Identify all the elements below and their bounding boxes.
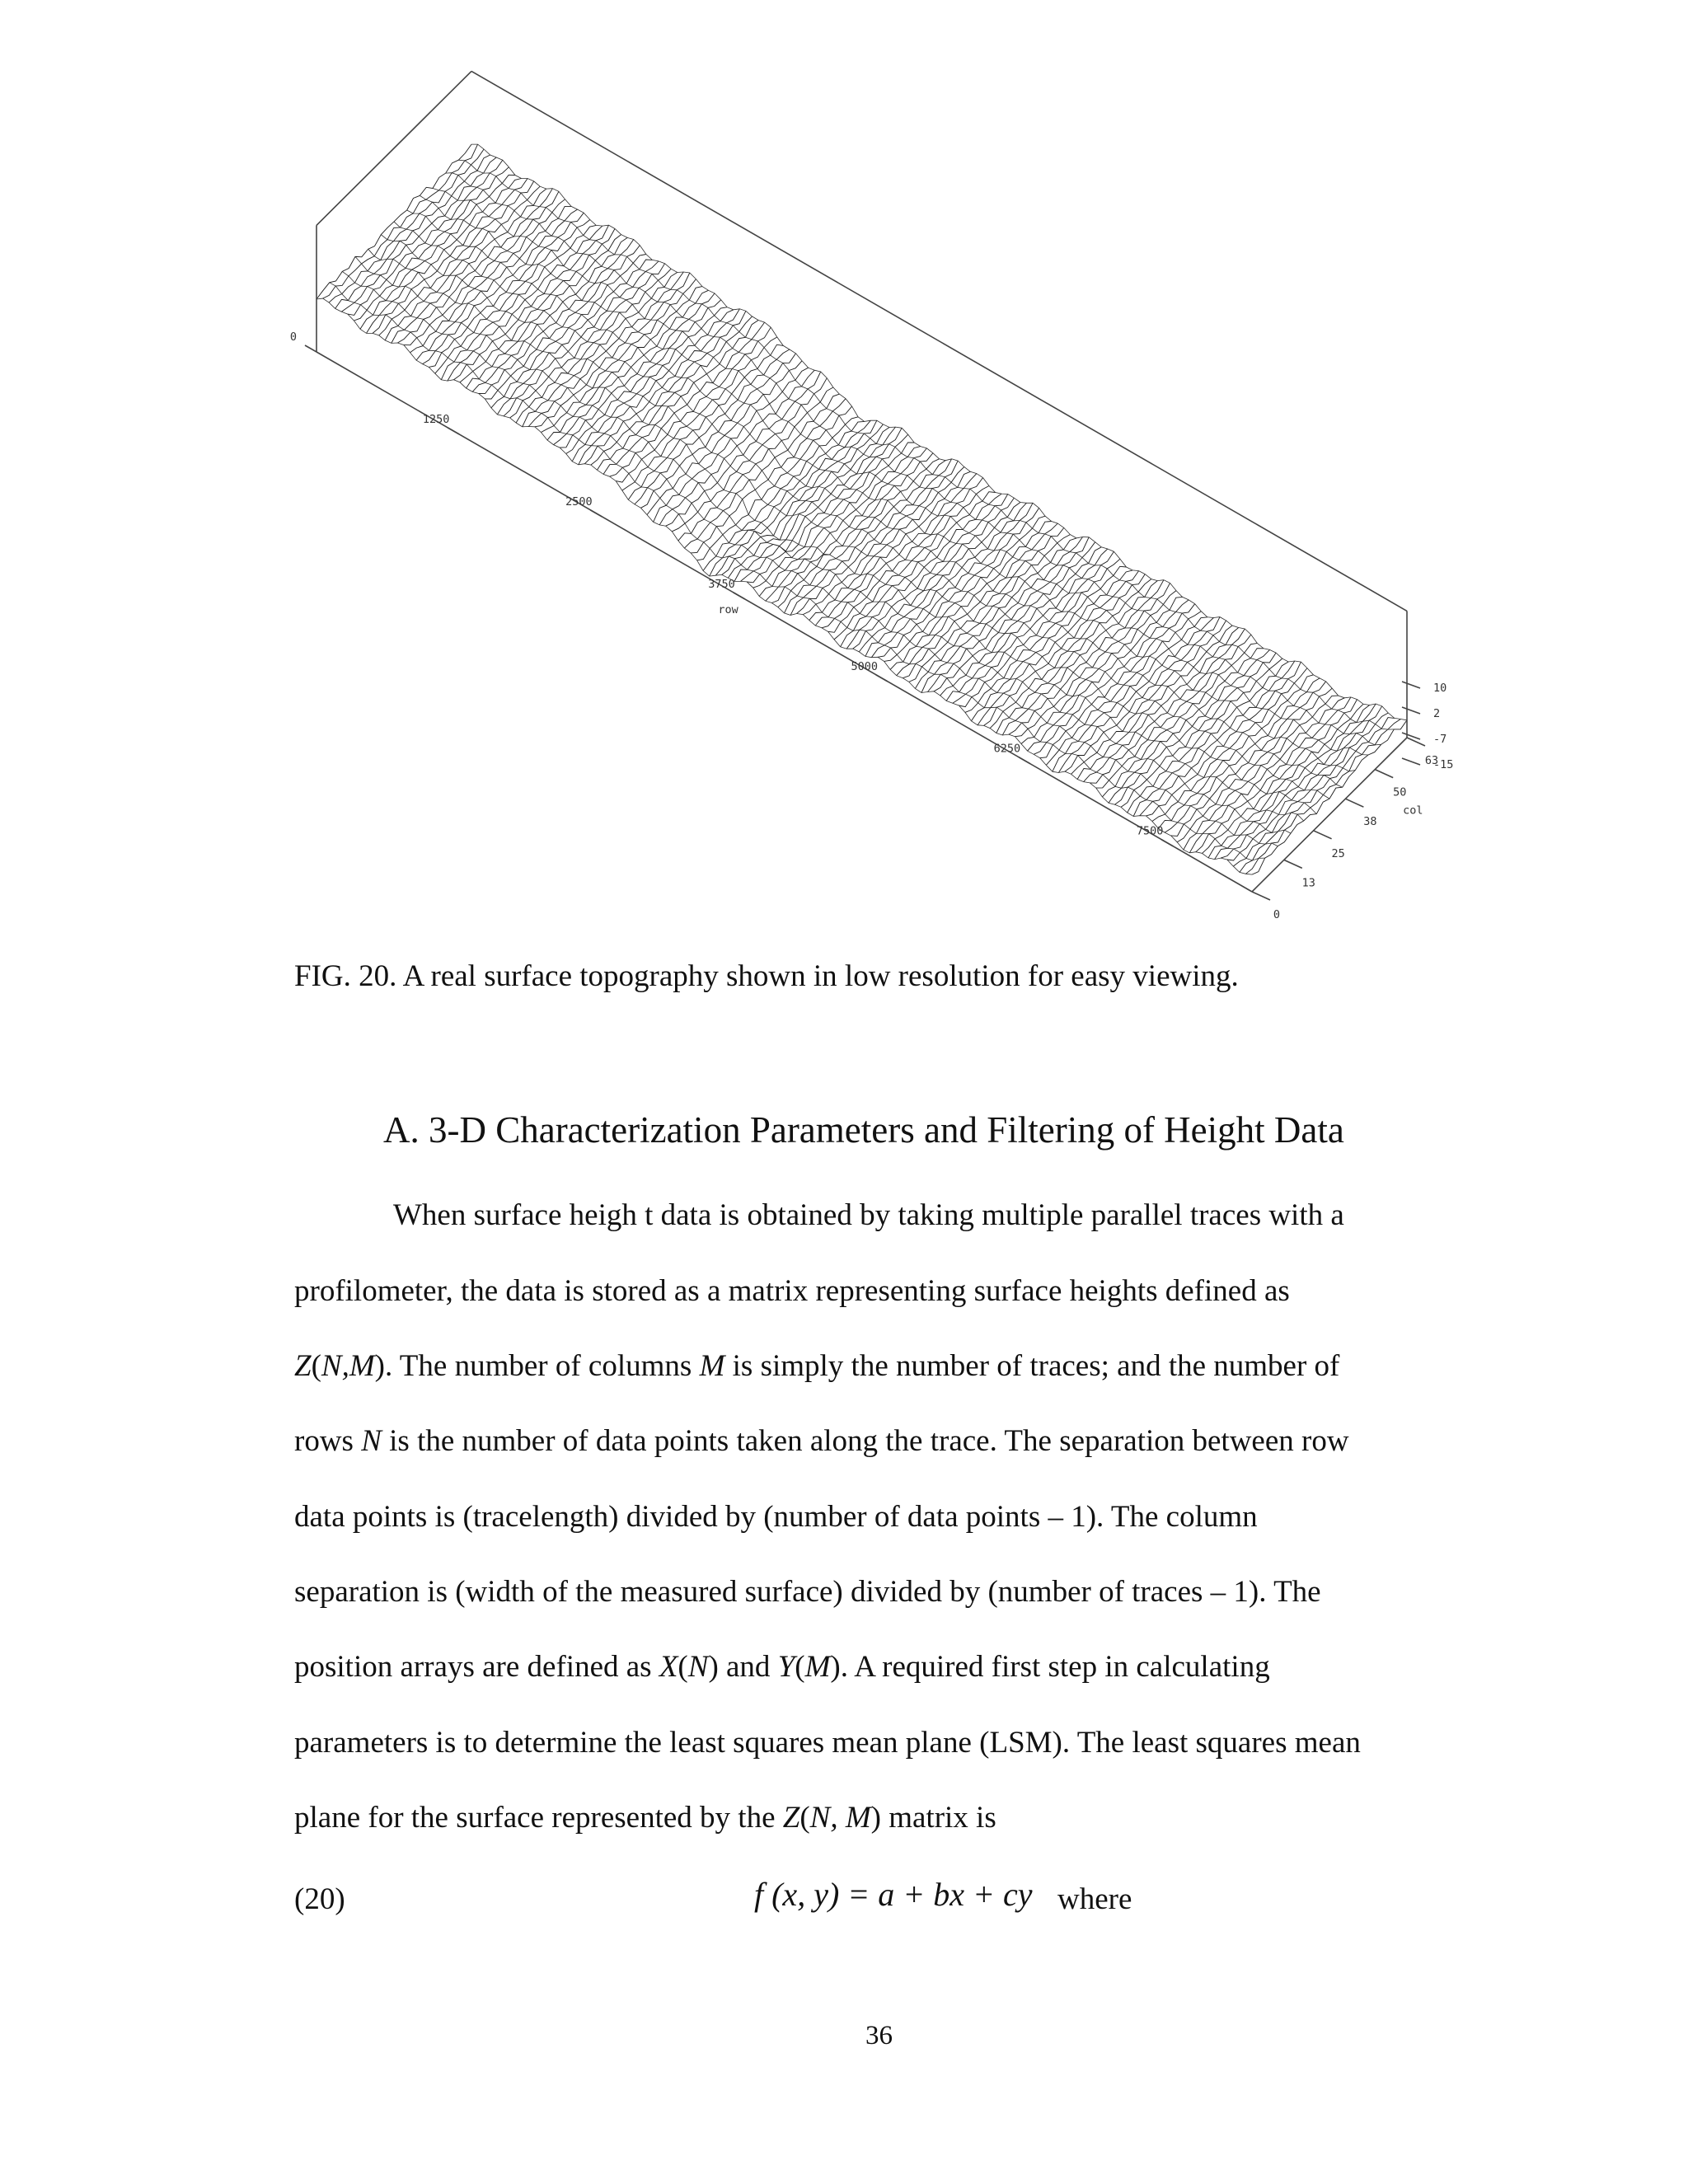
math-symbol: M	[804, 1650, 831, 1684]
text-run: ). The number of columns	[374, 1349, 700, 1383]
surface-cross-section	[946, 547, 1101, 701]
row-tick	[734, 593, 745, 599]
surface-cross-section	[1184, 696, 1339, 850]
surface-cross-section	[815, 471, 970, 626]
tick-label: 0	[289, 330, 298, 344]
surface-cross-section	[472, 237, 627, 391]
surface-cross-section	[448, 226, 603, 381]
surface-cross-section	[397, 189, 552, 343]
surface-cross-section	[1096, 635, 1251, 788]
surface-cross-section	[335, 155, 490, 308]
surface-cross-section	[865, 503, 1020, 657]
surface-cross-section	[354, 167, 509, 321]
surface-cross-section	[697, 406, 852, 560]
tick-label: 1250	[422, 412, 450, 426]
equation-number: (20)	[294, 1882, 345, 1916]
surface-cross-section	[722, 420, 877, 574]
surface-cross-section	[516, 269, 671, 423]
col-tick	[1407, 738, 1425, 746]
math-symbol: M	[699, 1349, 725, 1383]
surface-cross-section	[785, 459, 940, 613]
tick-label: 5000	[851, 659, 879, 673]
tick-label: -7	[1433, 733, 1447, 746]
z-tick	[1402, 733, 1420, 739]
box-edge	[316, 71, 471, 225]
surface-cross-section	[560, 293, 715, 448]
tick-label: 13	[1301, 876, 1315, 890]
surface-trace	[394, 222, 1329, 799]
surface-trace	[330, 283, 1265, 860]
tick-label: 10	[1433, 682, 1447, 695]
row-tick	[1019, 757, 1030, 764]
tick-label: 0	[1273, 908, 1281, 921]
tick-label: -15	[1433, 758, 1454, 771]
text-run: rows	[294, 1424, 362, 1458]
surface-cross-section	[379, 181, 534, 335]
surface-topography-figure	[0, 0, 1688, 931]
row-axis	[290, 330, 1173, 846]
surface-trace	[355, 256, 1291, 833]
surface-cross-section	[1128, 658, 1282, 813]
row-axis-label: row	[718, 602, 738, 616]
text-run: is simply the number of traces; and the number of	[724, 1349, 1340, 1383]
figure-caption: FIG. 20. A real surface topography shown in low resolution for easy viewing.	[294, 959, 1239, 993]
surface-cross-section	[903, 523, 1057, 678]
body-line	[294, 1800, 996, 1835]
text-run: position arrays are defined as	[294, 1650, 659, 1684]
surface-cross-section	[659, 370, 814, 525]
tick-label: 3750	[708, 577, 735, 591]
text-run: profilometer, the data is stored as a matrix representing surface heights defined as	[294, 1274, 1290, 1308]
tick-label: 2500	[565, 494, 593, 509]
surface-cross-section	[853, 494, 1008, 649]
surface-trace	[407, 210, 1343, 787]
text-run: (	[678, 1650, 688, 1684]
col-tick	[1375, 770, 1393, 778]
tick-label: 38	[1363, 815, 1377, 829]
surface-cross-section	[1245, 719, 1400, 874]
surface-cross-section	[1053, 617, 1207, 771]
row-tick	[305, 345, 316, 352]
col-tick	[1314, 831, 1332, 839]
text-run: parameters is to determine the least squares mean plane (LSM). The least squares mean	[294, 1726, 1361, 1760]
row-tick	[448, 428, 459, 434]
surface-cross-section	[491, 255, 646, 408]
surface-cross-section	[1196, 697, 1351, 852]
surface-cross-section	[965, 559, 1120, 712]
surface-cross-section	[641, 354, 796, 509]
body-line	[294, 1423, 1349, 1459]
z-tick	[1402, 682, 1420, 688]
text-run: separation is (width of the measured surface) divided by (number of traces – 1). The	[294, 1575, 1321, 1609]
tick-label: 25	[1331, 846, 1345, 860]
math-symbol: N	[361, 1424, 382, 1458]
col-tick	[1252, 892, 1270, 900]
body-line	[294, 1574, 1321, 1610]
surface-cross-section	[1215, 705, 1370, 860]
body-line	[294, 1725, 1361, 1760]
tick-label: 2	[1433, 707, 1441, 720]
surface-cross-section	[572, 307, 727, 462]
surface-cross-section	[1015, 583, 1170, 736]
text-run: ). A required first step in calculating	[830, 1650, 1270, 1684]
surface-cross-section	[728, 424, 883, 579]
z-tick	[1402, 758, 1420, 765]
surface-cross-section	[934, 537, 1089, 691]
tick-label: 6250	[993, 742, 1021, 756]
page-number: 36	[865, 2021, 893, 2050]
surface-cross-section	[1208, 704, 1363, 858]
surface-trace	[368, 249, 1304, 821]
math-symbol: X	[659, 1650, 678, 1684]
box-edge	[471, 71, 1407, 611]
surface-cross-section	[467, 235, 621, 388]
box-edge	[1252, 738, 1407, 892]
surface-cross-section	[1009, 580, 1164, 734]
surface-cross-section	[1165, 678, 1320, 832]
surface-cross-section	[1252, 720, 1407, 874]
col-axis-label: col	[1403, 804, 1423, 818]
body-line	[294, 1649, 1270, 1685]
surface-cross-section	[1159, 675, 1314, 829]
math-symbol: Y	[777, 1650, 795, 1684]
col-tick	[1284, 860, 1302, 868]
surface-cross-section	[884, 508, 1039, 661]
surface-cross-section	[890, 516, 1045, 669]
surface-trace	[381, 235, 1316, 814]
surface-cross-section	[547, 287, 702, 440]
text-run: (	[795, 1650, 805, 1684]
body-line	[294, 1273, 1290, 1309]
math-symbol: Z	[782, 1801, 800, 1835]
surface-cross-section	[1102, 644, 1257, 797]
surface-cross-section	[528, 272, 683, 427]
surface-cross-section	[404, 191, 559, 344]
surface-cross-section	[1240, 718, 1395, 873]
math-symbol: N, M	[809, 1801, 871, 1835]
surface-cross-section	[454, 225, 609, 380]
text-run: data points is (tracelength) divided by (number of data points – 1). The column	[294, 1500, 1258, 1534]
body-line	[294, 1499, 1258, 1535]
equation-formula: f (x, y) = a + bx + cy	[754, 1876, 1033, 1913]
text-run: When surface heigh t data is obtained by taking multiple parallel traces with a	[393, 1198, 1344, 1232]
row-tick	[876, 675, 888, 682]
text-run: plane for the surface represented by the	[294, 1801, 783, 1835]
section-heading: A. 3-D Characterization Parameters and Filtering of Height Data	[383, 1109, 1344, 1151]
surface-cross-section	[348, 160, 503, 315]
surface-wireframe	[316, 144, 1407, 874]
surface-cross-section	[341, 157, 496, 312]
surface-cross-section	[972, 566, 1127, 721]
text-run: (	[799, 1801, 810, 1835]
math-symbol: N,M	[321, 1349, 375, 1383]
col-tick	[1345, 799, 1363, 807]
body-line	[294, 1348, 1339, 1384]
surface-cross-section	[523, 273, 678, 427]
tick-label: 7500	[1136, 824, 1164, 838]
tick-label: 63	[1424, 754, 1439, 767]
row-tick	[1161, 840, 1173, 846]
surface-cross-section	[610, 322, 765, 476]
equation-where: where	[1057, 1882, 1132, 1916]
surface-trace	[471, 144, 1407, 720]
surface-cross-section	[771, 448, 926, 603]
text-run: is the number of data points taken along the trace. The separation between row	[381, 1424, 1349, 1458]
surface-trace	[433, 189, 1368, 756]
body-line	[393, 1197, 1344, 1233]
surface-cross-section	[392, 189, 546, 343]
math-symbol: Z	[294, 1349, 312, 1383]
tick-label: 50	[1393, 785, 1407, 799]
z-tick	[1402, 707, 1420, 714]
row-tick	[590, 510, 602, 517]
math-symbol: N	[687, 1650, 709, 1684]
text-run: ) and	[708, 1650, 778, 1684]
text-run: ) matrix is	[870, 1801, 996, 1835]
text-run: (	[311, 1349, 321, 1383]
